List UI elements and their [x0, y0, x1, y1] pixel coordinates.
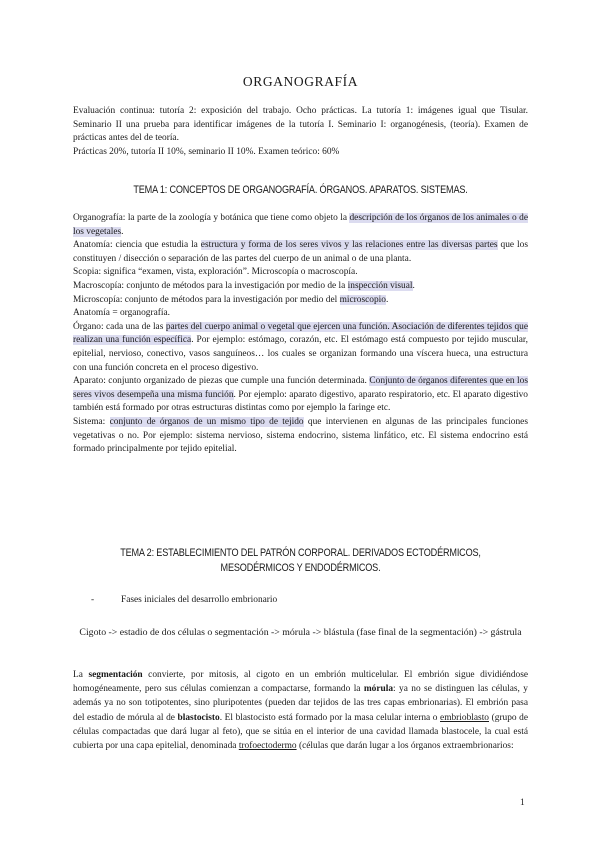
document-title: ORGANOGRAFÍA: [242, 74, 359, 89]
section-heading-tema1: TEMA 1: CONCEPTOS DE ORGANOGRAFÍA. ÓRGANOS. APARATOS. SISTEMAS.: [133, 184, 468, 196]
definition-macroscopia: Macroscopía: conjunto de métodos para la investigación por medio de la inspección visual.: [73, 280, 415, 291]
highlight: conjunto de órganos de un mismo tipo de tejido: [109, 416, 304, 427]
evaluation-intro: [73, 105, 528, 159]
development-sequence: Cigoto -> estadio de dos células o segmentación -> mórula -> blástula (fase final de la segmentación) -> gástrula: [79, 627, 522, 638]
definition-organo: Órgano: cada una de las partes del cuerpo animal o vegetal que ejercen una función. Asociación de diferentes tejidos que realizan una función específica. Por ejemplo: estómago, corazón, etc. El estómago está compuesto por tejido muscular, epitelial, nervioso, conectivo, vasos sanguíneos… los cuales se organizan formando una víscera hueca, una estructura con una función concreta en el proceso digestivo.: [73, 321, 529, 373]
section-heading-tema2: TEMA 2: ESTABLECIMIENTO DEL PATRÓN CORPORAL. DERIVADOS ECTODÉRMICOS, MESODÉRMICOS Y ENDODÉRMICOS.: [120, 547, 481, 574]
highlight: partes del cuerpo animal o vegetal que ejercen una función. Asociación de diferentes tejidos que realizan una función específica: [73, 321, 528, 346]
definition-sistema: Sistema: conjunto de órganos de un mismo tipo de tejido que intervienen en algunas de las principales funciones vegetativas o no. Por ejemplo: sistema nervioso, sistema endocrino, sistema linfático, etc. El sistema endocrino está formado principalmente por tejido epitelial.: [73, 416, 528, 455]
term-embrioblasto: embrioblasto: [440, 712, 489, 723]
bullet-dash: -: [91, 595, 95, 605]
definition-aparato: Aparato: conjunto organizado de piezas que cumple una función determinada. Conjunto de órganos diferentes que en los seres vivos desempeña una misma función. Por ejemplo: aparato digestivo, aparato respiratorio, etc. El aparato digestivo también está formado por otras estructuras distintas como por ejemplo la faringe etc.: [73, 376, 528, 414]
definition-microscopia: Microscopía: conjunto de métodos para la investigación por medio del microscopio.: [73, 294, 389, 305]
definition-scopia: Scopia: significa “examen, vista, exploración”. Microscopía o macroscopía.: [73, 267, 358, 278]
term-segmentacion: segmentación: [88, 670, 143, 680]
highlight: microscopio: [339, 294, 386, 305]
highlight: descripción de los órganos de los animales o de los vegetales: [73, 213, 528, 237]
highlight: Conjunto de órganos diferentes que en los seres vivos desempeña una misma función: [73, 376, 528, 400]
segmentation-paragraph: La segmentación convierte, por mitosis, al cigoto en un embrión multicelular. El embrión sigue dividiéndose homogéneamente, pero sus células comienzan a compactarse, formando la mórula: ya no se distinguen las células, y además ya no son totipotentes, sino pluripotentes (pueden dar tejidos de las tres capas embrionarias). El embrión pasa del estadio de mórula al de blastocisto. El blastocisto está formado por la masa celular interna o embrioblasto (grupo de células compactadas que dará lugar al feto), que se sitúa en el interior de una cavidad llamada blastocele, la cual está cubierta por una capa epitelial, denominada trofoectodermo (células que darán lugar a los órganos extraembrionarios:: [73, 670, 529, 752]
term-morula: mórula: [363, 684, 394, 695]
definition-anatomia: Anatomía: ciencia que estudia la estructura y forma de los seres vivos y las relaciones entre las diversas partes que los constituyen / disección o separación de las partes del cuerpo de un animal o de una planta.: [73, 240, 528, 264]
highlight: inspección visual: [347, 280, 413, 291]
definition-anatomia-equivalence: Anatomía = organografía.: [73, 308, 171, 319]
bullet-text: Fases iniciales del desarrollo embrionario: [121, 595, 278, 605]
highlight: estructura y forma de los seres vivos y las relaciones entre las diversas partes: [200, 240, 498, 251]
definitions-block: [73, 212, 528, 457]
definition-organografia: Organografía: la parte de la zoología y botánica que tiene como objeto la descripción de los órganos de los animales o de los vegetales.: [73, 213, 528, 237]
evaluation-text: Evaluación continua: tutoría 2: exposición del trabajo. Ocho prácticas. La tutoría 1: imágenes igual que Tisular. Seminario II una prueba para identificar imágenes de la tutoría I. Seminario I: organogénesis, (teoría). Examen de prácticas antes del de teoría.: [73, 106, 528, 144]
page-number: 1: [520, 798, 525, 808]
term-trofoectodermo: trofoectodermo: [238, 741, 297, 752]
bullet-item: [91, 595, 277, 605]
term-blastocisto: blastocisto: [177, 712, 220, 723]
evaluation-weights: Prácticas 20%, tutoría II 10%, seminario II 10%. Examen teórico: 60%: [73, 146, 340, 157]
